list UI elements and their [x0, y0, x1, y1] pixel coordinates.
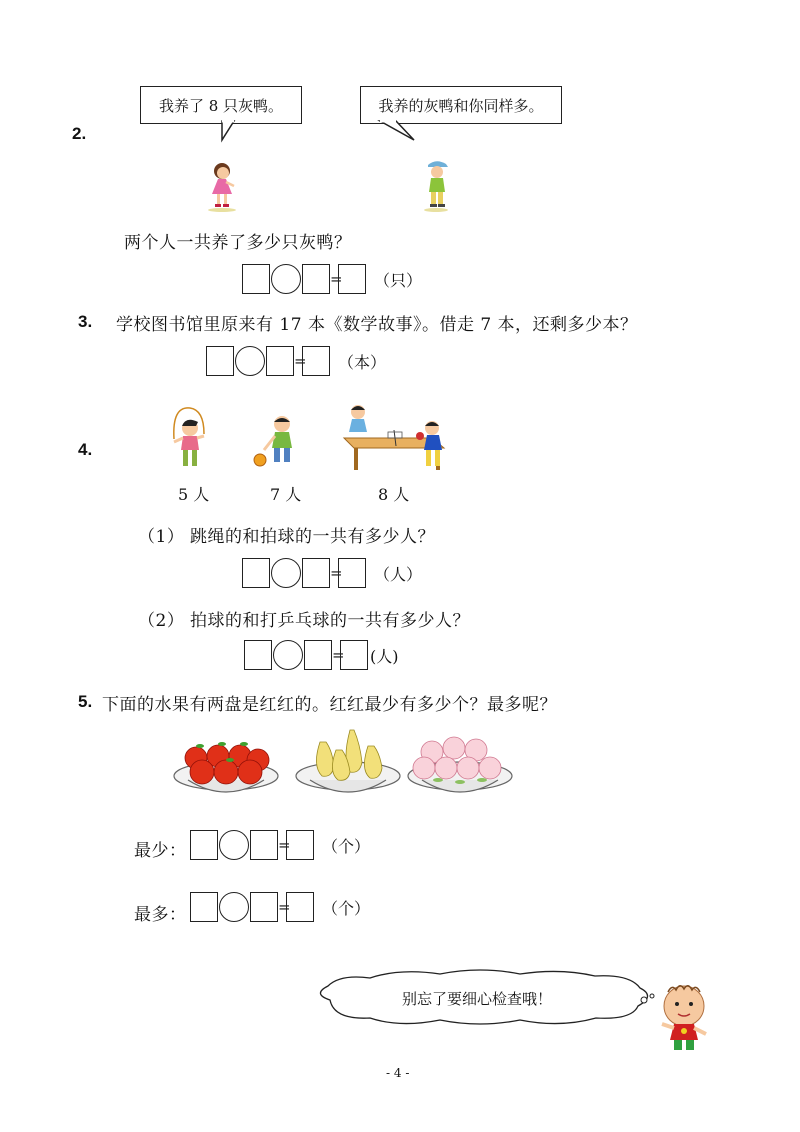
answer-box[interactable]: [250, 830, 278, 860]
jump-rope-count: 5 人: [178, 485, 210, 504]
q5-question: 下面的水果有两盘是红红的。红红最少有多少个？最多呢？: [102, 695, 557, 715]
q3-equation: [206, 344, 386, 378]
q5-min-equation: [190, 828, 370, 862]
q4-sub2-index: （2）: [138, 611, 185, 631]
answer-box[interactable]: [302, 264, 330, 294]
q5-number: 5.: [78, 692, 93, 711]
q4-sub1-index: （1）: [138, 527, 185, 547]
girl-illustration: [204, 160, 240, 212]
boy-illustration: [420, 158, 456, 212]
operator-circle[interactable]: [219, 830, 249, 860]
q2-question: 两个人一共养了多少只灰鸭？: [124, 233, 352, 253]
jump-rope-kid-illustration: [164, 404, 214, 474]
result-box[interactable]: [340, 640, 368, 670]
answer-box[interactable]: [266, 346, 294, 376]
mascot-illustration: [650, 984, 720, 1058]
answer-box[interactable]: [206, 346, 234, 376]
answer-box[interactable]: [244, 640, 272, 670]
equals-sign: =: [332, 646, 345, 664]
q4-number: 4.: [78, 440, 93, 459]
q5-max-equation: [190, 890, 370, 924]
ping-pong-illustration: [340, 402, 460, 478]
unit-label: （个）: [322, 898, 371, 918]
answer-box[interactable]: [190, 892, 218, 922]
ping-pong-count: 8 人: [378, 485, 410, 504]
max-label: 最多：: [134, 905, 187, 925]
result-box[interactable]: [286, 892, 314, 922]
q4-sub2-question: 拍球的和打乒乓球的一共有多少人？: [190, 611, 470, 631]
operator-circle[interactable]: [235, 346, 265, 376]
result-box[interactable]: [302, 346, 330, 376]
operator-circle[interactable]: [271, 264, 301, 294]
unit-label: (人): [370, 646, 399, 666]
equals-sign: =: [330, 564, 343, 582]
equals-sign: =: [278, 836, 291, 854]
ball-count: 7 人: [270, 485, 302, 504]
operator-circle[interactable]: [273, 640, 303, 670]
q4-sub1-question: 跳绳的和拍球的一共有多少人？: [190, 527, 435, 547]
speech-bubble-right-tail: [0, 0, 800, 200]
equals-sign: =: [294, 352, 307, 370]
answer-box[interactable]: [190, 830, 218, 860]
answer-box[interactable]: [302, 558, 330, 588]
unit-label: （只）: [374, 270, 423, 290]
cloud-text: 别忘了要细心检查哦！: [402, 990, 553, 1008]
q2-number: 2.: [72, 124, 87, 143]
unit-label: （本）: [338, 352, 387, 372]
q2-equation: [242, 262, 422, 296]
answer-box[interactable]: [242, 264, 270, 294]
unit-label: （人）: [374, 564, 423, 584]
answer-box[interactable]: [242, 558, 270, 588]
speech-bubble-left-text: 我养了 8 只灰鸭。: [158, 96, 284, 115]
q4-sub2-equation: [244, 638, 399, 672]
result-box[interactable]: [338, 558, 366, 588]
unit-label: （个）: [322, 836, 371, 856]
apple-plate-illustration: [170, 722, 282, 802]
ball-kid-illustration: [252, 414, 304, 472]
result-box[interactable]: [338, 264, 366, 294]
operator-circle[interactable]: [219, 892, 249, 922]
equals-sign: =: [330, 270, 343, 288]
pear-plate-illustration: [292, 716, 404, 802]
page-number: - 4 -: [386, 1066, 410, 1080]
operator-circle[interactable]: [271, 558, 301, 588]
peach-plate-illustration: [404, 726, 516, 802]
q3-question: 学校图书馆里原来有 17 本《数学故事》。借走 7 本，还剩多少本？: [116, 315, 638, 335]
answer-box[interactable]: [304, 640, 332, 670]
q4-sub1-equation: [242, 556, 422, 590]
answer-box[interactable]: [250, 892, 278, 922]
equals-sign: =: [278, 898, 291, 916]
q3-number: 3.: [78, 312, 93, 331]
speech-bubble-right-text: 我养的灰鸭和你同样多。: [378, 96, 544, 115]
min-label: 最少：: [134, 841, 187, 861]
result-box[interactable]: [286, 830, 314, 860]
